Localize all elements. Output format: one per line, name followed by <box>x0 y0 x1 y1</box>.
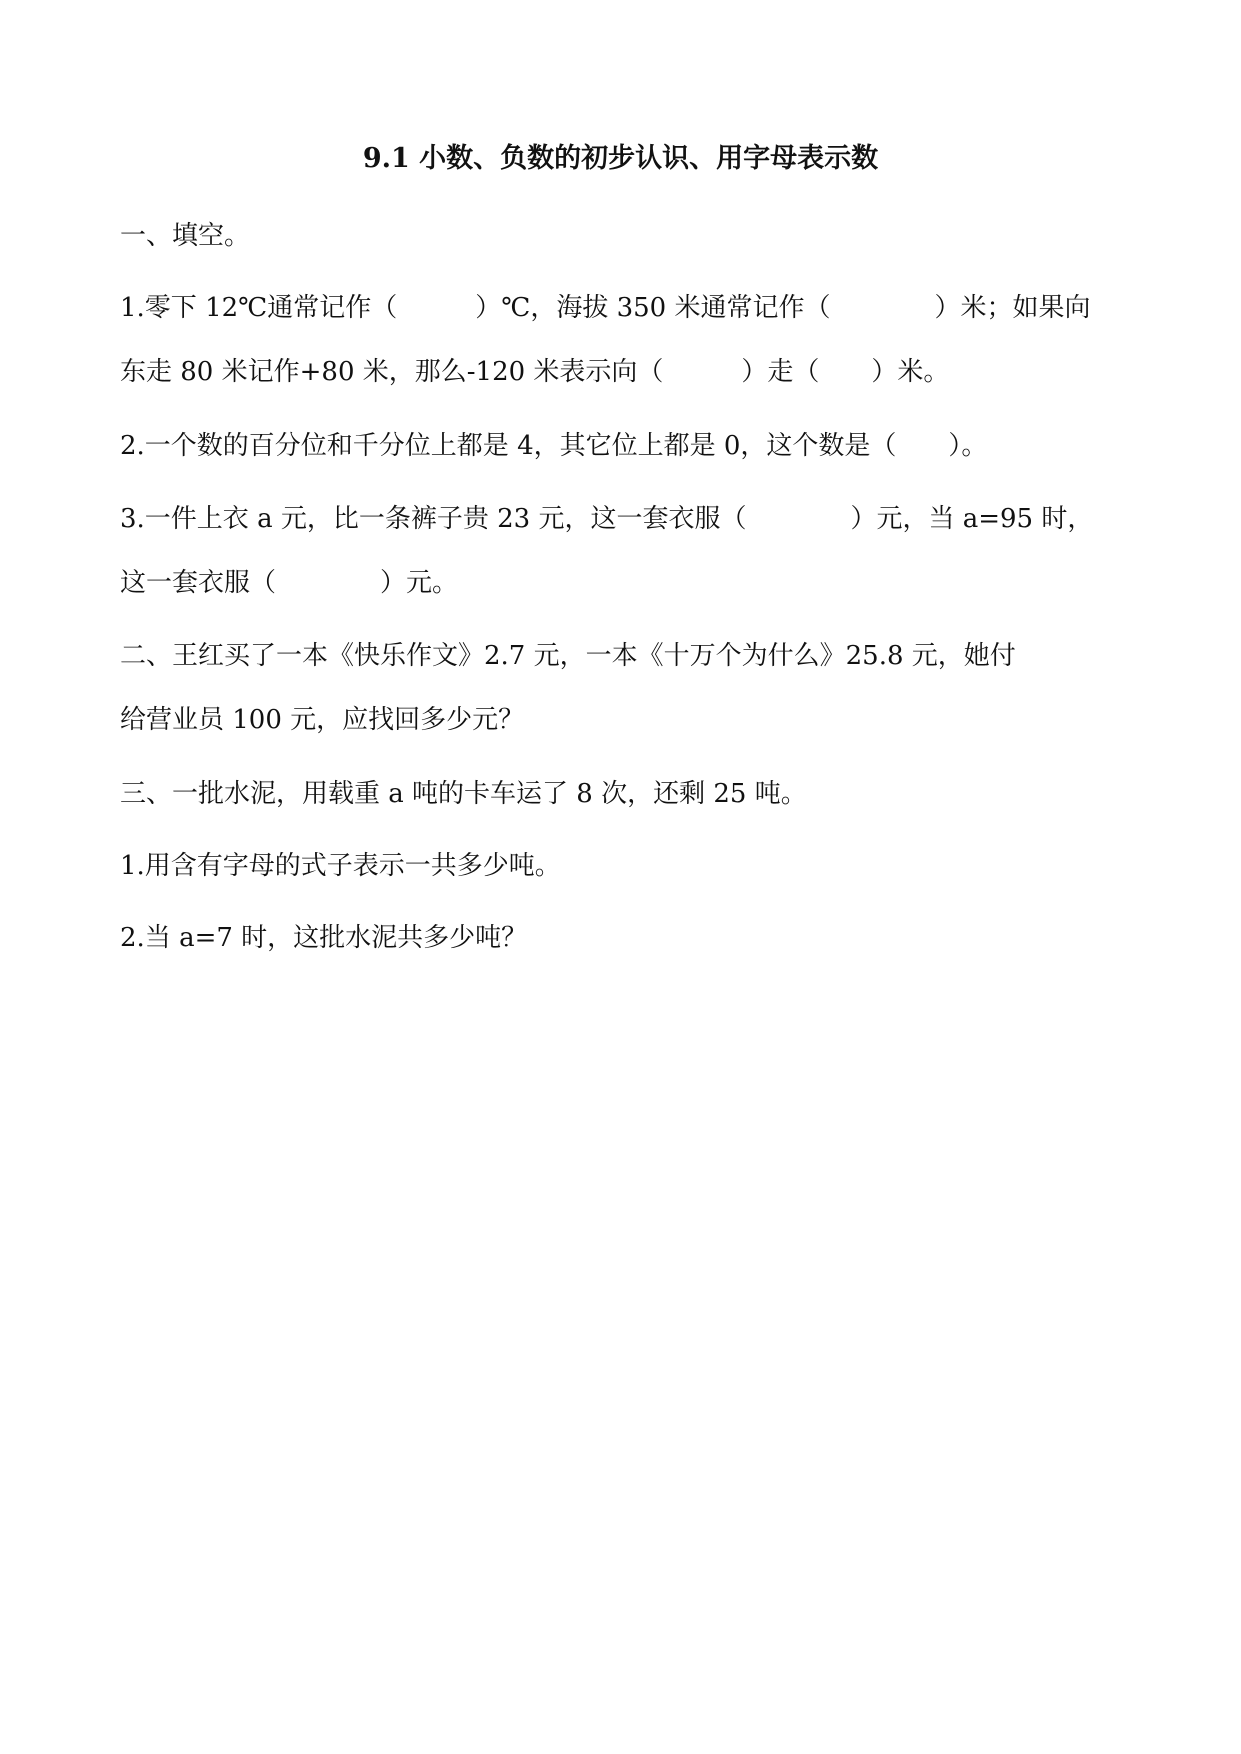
section2-line-1: 二、王红买了一本《快乐作文》2.7 元，一本《十万个为什么》25.8 元，她付 <box>120 641 1016 671</box>
section3-question-1: 1.用含有字母的式子表示一共多少吨。 <box>120 851 561 881</box>
section2-line-2: 给营业员 100 元，应找回多少元？ <box>120 705 525 735</box>
question-1-line-2: 东走 80 米记作+80 米，那么-120 米表示向（ ）走（ ）米。 <box>120 357 950 387</box>
question-2: 2.一个数的百分位和千分位上都是 4，其它位上都是 0，这个数是（ ）。 <box>120 431 988 461</box>
question-3-line-2: 这一套衣服（ ）元。 <box>120 568 459 598</box>
section3-question-2: 2.当 a=7 时，这批水泥共多少吨？ <box>120 923 528 953</box>
question-3-line-1: 3.一件上衣 a 元，比一条裤子贵 23 元，这一套衣服（ ）元，当 a=95 时， <box>120 504 1094 534</box>
question-1-line-1: 1.零下 12℃通常记作（ ）℃，海拔 350 米通常记作（ ）米；如果向 <box>120 293 1091 323</box>
section1-heading: 一、填空。 <box>120 221 251 251</box>
section3-heading: 三、一批水泥，用载重 a 吨的卡车运了 8 次，还剩 25 吨。 <box>120 779 807 809</box>
page-title: 9.1 小数、负数的初步认识、用字母表示数 <box>362 143 879 174</box>
